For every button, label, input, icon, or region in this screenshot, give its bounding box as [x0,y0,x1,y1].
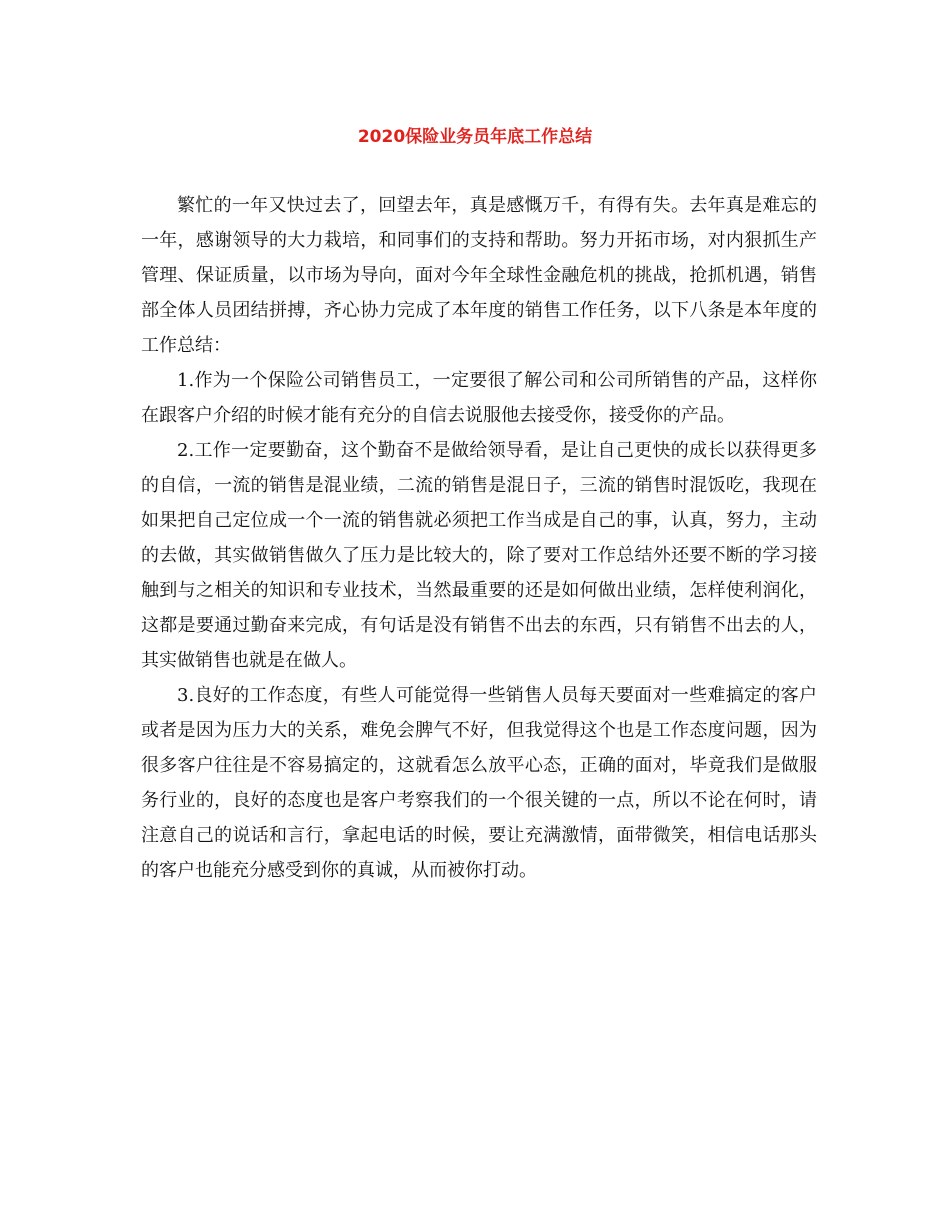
paragraph-point-2: 2.工作一定要勤奋，这个勤奋不是做给领导看，是让自己更快的成长以获得更多的自信，一流的销售是混业绩，二流的销售是混日子，三流的销售时混饭吃，我现在如果把自己定位成一个一流的销售就必须把工作当成是自己的事，认真，努力，主动的去做，其实做销售做久了压力是比较大的，除了要对工作总结外还要不断的学习接触到与之相关的知识和专业技术，当然最重要的还是如何做出业绩，怎样使利润化，这都是要通过勤奋来完成，有句话是没有销售不出去的东西，只有销售不出去的人，其实做销售也就是在做人。 [141,440,817,671]
paragraph-point-1: 1.作为一个保险公司销售员工，一定要很了解公司和公司所销售的产品，这样你在跟客户介绍的时候才能有充分的自信去说服他去接受你，接受你的产品。 [141,370,817,426]
paragraph-intro: 繁忙的一年又快过去了，回望去年，真是感慨万千，有得有失。去年真是难忘的一年，感谢领导的大力栽培，和同事们的支持和帮助。努力开拓市场，对内狠抓生产管理、保证质量，以市场为导向，面对今年全球性金融危机的挑战，抢抓机遇，销售部全体人员团结拼搏，齐心协力完成了本年度的销售工作任务，以下八条是本年度的工作总结： [141,195,817,356]
document-body [141,188,817,888]
paragraph-point-3: 3.良好的工作态度，有些人可能觉得一些销售人员每天要面对一些难搞定的客户或者是因为压力大的关系，难免会脾气不好，但我觉得这个也是工作态度问题，因为很多客户往往是不容易搞定的，这就看怎么放平心态，正确的面对，毕竟我们是做服务行业的，良好的态度也是客户考察我们的一个很关键的一点，所以不论在何时，请注意自己的说话和言行，拿起电话的时候，要让充满激情，面带微笑，相信电话那头的客户也能充分感受到你的真诚，从而被你打动。 [141,685,817,881]
document-title: 2020保险业务员年底工作总结 [357,127,593,147]
